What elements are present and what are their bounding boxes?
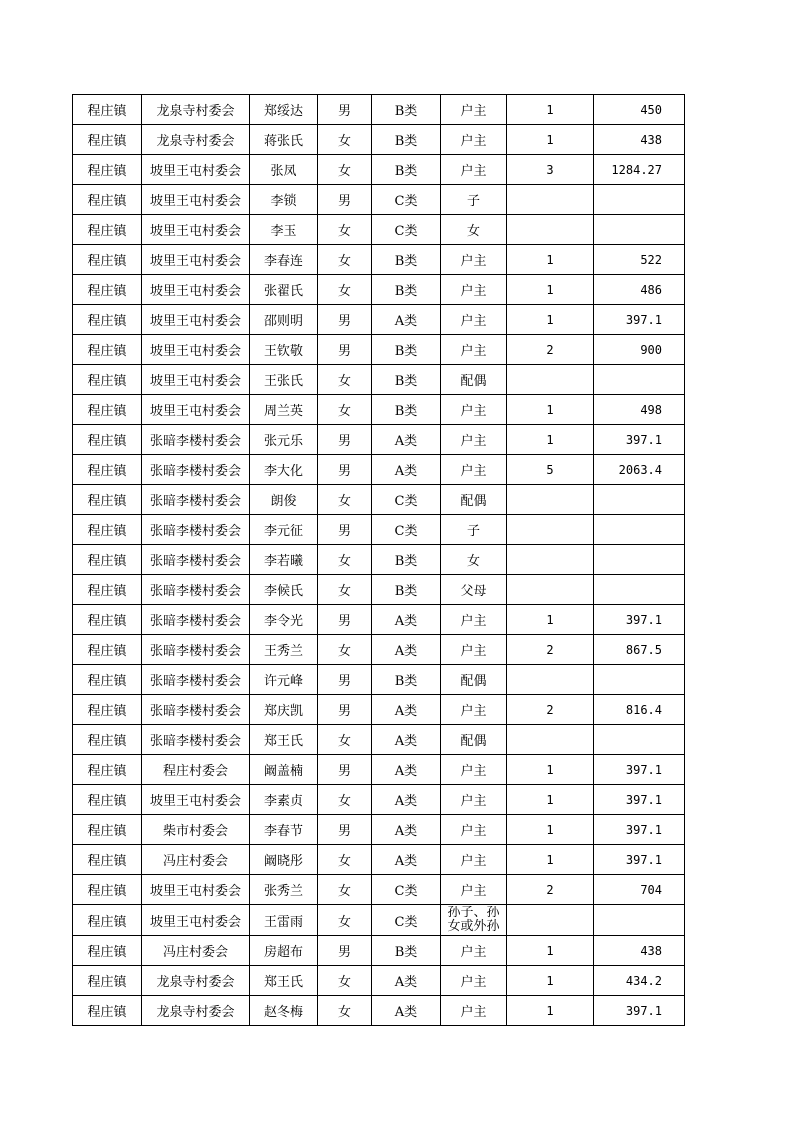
cell-relation: 配偶 [441,485,507,515]
cell-name: 李候氏 [250,575,318,605]
cell-amount: 498 [594,395,685,425]
cell-category: B类 [372,665,441,695]
cell-count: 2 [507,875,594,905]
cell-relation: 户主 [441,245,507,275]
cell-village: 张暗李楼村委会 [142,425,250,455]
table-row [73,665,685,695]
cell-category: A类 [372,695,441,725]
cell-relation: 户主 [441,125,507,155]
cell-gender: 女 [318,966,372,996]
cell-count: 1 [507,125,594,155]
table-row [73,936,685,966]
table-row [73,485,685,515]
cell-name: 王雷雨 [250,905,318,936]
cell-name: 王秀兰 [250,635,318,665]
cell-town: 程庄镇 [73,125,142,155]
table-row [73,305,685,335]
cell-count: 1 [507,966,594,996]
table-row [73,545,685,575]
cell-count: 1 [507,845,594,875]
table-row [73,875,685,905]
cell-name: 许元峰 [250,665,318,695]
cell-amount: 397.1 [594,785,685,815]
cell-village: 龙泉寺村委会 [142,95,250,125]
cell-count [507,365,594,395]
cell-category: B类 [372,936,441,966]
cell-town: 程庄镇 [73,215,142,245]
cell-gender: 男 [318,455,372,485]
cell-village: 坡里王屯村委会 [142,185,250,215]
cell-gender: 女 [318,875,372,905]
cell-village: 坡里王屯村委会 [142,335,250,365]
cell-amount [594,575,685,605]
cell-town: 程庄镇 [73,695,142,725]
cell-gender: 男 [318,695,372,725]
cell-amount: 704 [594,875,685,905]
cell-name: 李春节 [250,815,318,845]
cell-gender: 男 [318,95,372,125]
cell-relation: 配偶 [441,365,507,395]
cell-count [507,515,594,545]
cell-relation: 户主 [441,785,507,815]
cell-category: B类 [372,275,441,305]
cell-town: 程庄镇 [73,936,142,966]
cell-category: B类 [372,95,441,125]
cell-amount: 900 [594,335,685,365]
cell-count: 1 [507,275,594,305]
cell-town: 程庄镇 [73,725,142,755]
cell-relation: 户主 [441,395,507,425]
cell-category: C类 [372,905,441,936]
cell-gender: 男 [318,425,372,455]
cell-relation: 户主 [441,275,507,305]
cell-category: A类 [372,785,441,815]
cell-gender: 女 [318,125,372,155]
cell-count [507,545,594,575]
cell-gender: 女 [318,275,372,305]
cell-count [507,665,594,695]
cell-amount: 816.4 [594,695,685,725]
cell-village: 张暗李楼村委会 [142,485,250,515]
cell-count [507,185,594,215]
cell-name: 李令光 [250,605,318,635]
cell-relation: 户主 [441,966,507,996]
cell-town: 程庄镇 [73,95,142,125]
cell-amount: 522 [594,245,685,275]
cell-gender: 女 [318,725,372,755]
cell-amount [594,665,685,695]
cell-town: 程庄镇 [73,966,142,996]
cell-town: 程庄镇 [73,635,142,665]
cell-relation: 户主 [441,335,507,365]
table-row [73,395,685,425]
cell-relation: 户主 [441,635,507,665]
cell-town: 程庄镇 [73,545,142,575]
cell-relation: 户主 [441,425,507,455]
cell-gender: 女 [318,785,372,815]
table-row [73,725,685,755]
cell-amount: 434.2 [594,966,685,996]
cell-relation: 女 [441,545,507,575]
table-row [73,605,685,635]
cell-village: 冯庄村委会 [142,845,250,875]
cell-gender: 男 [318,936,372,966]
cell-town: 程庄镇 [73,185,142,215]
cell-relation: 配偶 [441,725,507,755]
cell-relation: 父母 [441,575,507,605]
cell-village: 张暗李楼村委会 [142,575,250,605]
cell-amount [594,725,685,755]
cell-town: 程庄镇 [73,335,142,365]
cell-village: 坡里王屯村委会 [142,905,250,936]
cell-relation: 户主 [441,305,507,335]
cell-gender: 女 [318,996,372,1026]
cell-amount: 1284.27 [594,155,685,185]
cell-town: 程庄镇 [73,455,142,485]
cell-town: 程庄镇 [73,275,142,305]
cell-count [507,575,594,605]
cell-village: 坡里王屯村委会 [142,155,250,185]
cell-village: 柴市村委会 [142,815,250,845]
cell-name: 郑王氏 [250,966,318,996]
cell-count: 2 [507,695,594,725]
cell-relation: 户主 [441,875,507,905]
table-row [73,785,685,815]
cell-count: 1 [507,936,594,966]
table-row [73,365,685,395]
cell-count: 1 [507,815,594,845]
cell-category: C类 [372,875,441,905]
cell-town: 程庄镇 [73,245,142,275]
cell-count: 1 [507,996,594,1026]
cell-count: 1 [507,785,594,815]
cell-count: 2 [507,635,594,665]
cell-amount: 397.1 [594,305,685,335]
cell-amount: 438 [594,125,685,155]
cell-count [507,215,594,245]
cell-town: 程庄镇 [73,365,142,395]
cell-category: A类 [372,996,441,1026]
cell-category: B类 [372,365,441,395]
cell-category: C类 [372,485,441,515]
cell-village: 冯庄村委会 [142,936,250,966]
cell-gender: 女 [318,365,372,395]
cell-gender: 男 [318,335,372,365]
cell-relation: 配偶 [441,665,507,695]
cell-category: A类 [372,755,441,785]
cell-village: 张暗李楼村委会 [142,545,250,575]
cell-village: 坡里王屯村委会 [142,785,250,815]
cell-town: 程庄镇 [73,905,142,936]
cell-name: 李元征 [250,515,318,545]
cell-relation: 户主 [441,996,507,1026]
cell-gender: 男 [318,815,372,845]
table-row [73,695,685,725]
cell-gender: 男 [318,305,372,335]
cell-town: 程庄镇 [73,996,142,1026]
cell-count: 1 [507,95,594,125]
cell-town: 程庄镇 [73,485,142,515]
cell-gender: 女 [318,635,372,665]
cell-category: A类 [372,605,441,635]
cell-name: 李若曦 [250,545,318,575]
cell-category: A类 [372,725,441,755]
cell-count: 3 [507,155,594,185]
cell-relation: 户主 [441,695,507,725]
cell-category: B类 [372,335,441,365]
cell-village: 张暗李楼村委会 [142,515,250,545]
table-row [73,905,685,936]
cell-gender: 男 [318,515,372,545]
cell-village: 张暗李楼村委会 [142,695,250,725]
cell-town: 程庄镇 [73,875,142,905]
cell-name: 阚盖楠 [250,755,318,785]
table-row [73,125,685,155]
cell-amount: 397.1 [594,425,685,455]
cell-count [507,485,594,515]
cell-village: 张暗李楼村委会 [142,455,250,485]
cell-relation: 女 [441,215,507,245]
cell-amount [594,215,685,245]
cell-relation: 户主 [441,815,507,845]
table-row [73,215,685,245]
cell-amount: 438 [594,936,685,966]
cell-category: B类 [372,155,441,185]
cell-town: 程庄镇 [73,845,142,875]
table-row [73,575,685,605]
cell-relation [441,905,507,936]
cell-gender: 女 [318,485,372,515]
cell-category: B类 [372,395,441,425]
cell-category: A类 [372,815,441,845]
table-row [73,245,685,275]
cell-village: 龙泉寺村委会 [142,966,250,996]
cell-village: 张暗李楼村委会 [142,725,250,755]
cell-amount [594,365,685,395]
cell-name: 赵冬梅 [250,996,318,1026]
table-row [73,635,685,665]
cell-name: 郑庆凯 [250,695,318,725]
cell-gender: 男 [318,185,372,215]
cell-category: C类 [372,515,441,545]
cell-count: 1 [507,425,594,455]
cell-name: 阚晓彤 [250,845,318,875]
cell-relation: 户主 [441,936,507,966]
cell-name: 张秀兰 [250,875,318,905]
cell-name: 郑王氏 [250,725,318,755]
cell-name: 房超布 [250,936,318,966]
cell-gender: 女 [318,905,372,936]
cell-town: 程庄镇 [73,155,142,185]
cell-name: 李玉 [250,215,318,245]
cell-town: 程庄镇 [73,515,142,545]
cell-name: 李锁 [250,185,318,215]
cell-amount [594,545,685,575]
cell-name: 李素贞 [250,785,318,815]
cell-count: 1 [507,305,594,335]
cell-town: 程庄镇 [73,605,142,635]
cell-village: 坡里王屯村委会 [142,215,250,245]
cell-village: 坡里王屯村委会 [142,245,250,275]
cell-amount: 397.1 [594,845,685,875]
cell-name: 朗俊 [250,485,318,515]
cell-count: 1 [507,245,594,275]
cell-gender: 女 [318,545,372,575]
cell-gender: 女 [318,845,372,875]
cell-category: A类 [372,845,441,875]
cell-town: 程庄镇 [73,305,142,335]
cell-amount [594,185,685,215]
cell-amount: 450 [594,95,685,125]
table-row [73,455,685,485]
cell-count: 2 [507,335,594,365]
cell-category: A类 [372,966,441,996]
table-row [73,425,685,455]
cell-amount: 397.1 [594,996,685,1026]
cell-category: A类 [372,425,441,455]
cell-gender: 女 [318,245,372,275]
cell-relation-text: 孙子、孙女或外孙 [447,906,500,934]
cell-relation: 子 [441,515,507,545]
cell-village: 坡里王屯村委会 [142,275,250,305]
cell-town: 程庄镇 [73,425,142,455]
table-row [73,996,685,1026]
cell-name: 张凤 [250,155,318,185]
beneficiary-table [72,94,685,1026]
cell-town: 程庄镇 [73,815,142,845]
cell-amount [594,485,685,515]
cell-village: 龙泉寺村委会 [142,996,250,1026]
cell-category: B类 [372,575,441,605]
cell-village: 张暗李楼村委会 [142,635,250,665]
cell-name: 张翟氏 [250,275,318,305]
cell-amount: 867.5 [594,635,685,665]
cell-town: 程庄镇 [73,575,142,605]
cell-village: 龙泉寺村委会 [142,125,250,155]
cell-gender: 女 [318,215,372,245]
cell-relation: 户主 [441,605,507,635]
table-row [73,95,685,125]
cell-amount [594,515,685,545]
table-body [73,95,685,1026]
cell-category: B类 [372,245,441,275]
table-row [73,335,685,365]
cell-count: 1 [507,605,594,635]
cell-amount: 2063.4 [594,455,685,485]
table-row [73,515,685,545]
cell-name: 郑绥达 [250,95,318,125]
cell-town: 程庄镇 [73,395,142,425]
cell-village: 张暗李楼村委会 [142,605,250,635]
table-row [73,755,685,785]
cell-name: 李大化 [250,455,318,485]
cell-amount: 397.1 [594,605,685,635]
cell-name: 蒋张氏 [250,125,318,155]
cell-count: 5 [507,455,594,485]
cell-category: C类 [372,185,441,215]
cell-relation: 子 [441,185,507,215]
cell-category: B类 [372,125,441,155]
cell-name: 李春连 [250,245,318,275]
cell-village: 坡里王屯村委会 [142,305,250,335]
cell-name: 王张氏 [250,365,318,395]
cell-category: B类 [372,545,441,575]
cell-name: 邵则明 [250,305,318,335]
cell-count [507,905,594,936]
cell-village: 张暗李楼村委会 [142,665,250,695]
cell-amount [594,905,685,936]
cell-count: 1 [507,755,594,785]
cell-amount: 397.1 [594,755,685,785]
cell-relation: 户主 [441,845,507,875]
table-row [73,275,685,305]
table-row [73,185,685,215]
cell-town: 程庄镇 [73,755,142,785]
cell-amount: 486 [594,275,685,305]
table-row [73,815,685,845]
table-row [73,966,685,996]
cell-relation: 户主 [441,755,507,785]
cell-village: 坡里王屯村委会 [142,875,250,905]
cell-amount: 397.1 [594,815,685,845]
cell-relation: 户主 [441,455,507,485]
cell-town: 程庄镇 [73,785,142,815]
cell-category: A类 [372,635,441,665]
cell-count [507,725,594,755]
cell-category: C类 [372,215,441,245]
cell-relation: 户主 [441,95,507,125]
cell-name: 周兰英 [250,395,318,425]
cell-category: A类 [372,305,441,335]
cell-gender: 男 [318,605,372,635]
cell-gender: 女 [318,155,372,185]
cell-village: 坡里王屯村委会 [142,395,250,425]
table-row [73,155,685,185]
cell-town: 程庄镇 [73,665,142,695]
cell-count: 1 [507,395,594,425]
cell-gender: 女 [318,395,372,425]
cell-relation: 户主 [441,155,507,185]
cell-gender: 女 [318,575,372,605]
cell-category: A类 [372,455,441,485]
cell-name: 王钦敬 [250,335,318,365]
table-row [73,845,685,875]
cell-gender: 男 [318,665,372,695]
cell-name: 张元乐 [250,425,318,455]
cell-gender: 男 [318,755,372,785]
cell-village: 程庄村委会 [142,755,250,785]
cell-village: 坡里王屯村委会 [142,365,250,395]
